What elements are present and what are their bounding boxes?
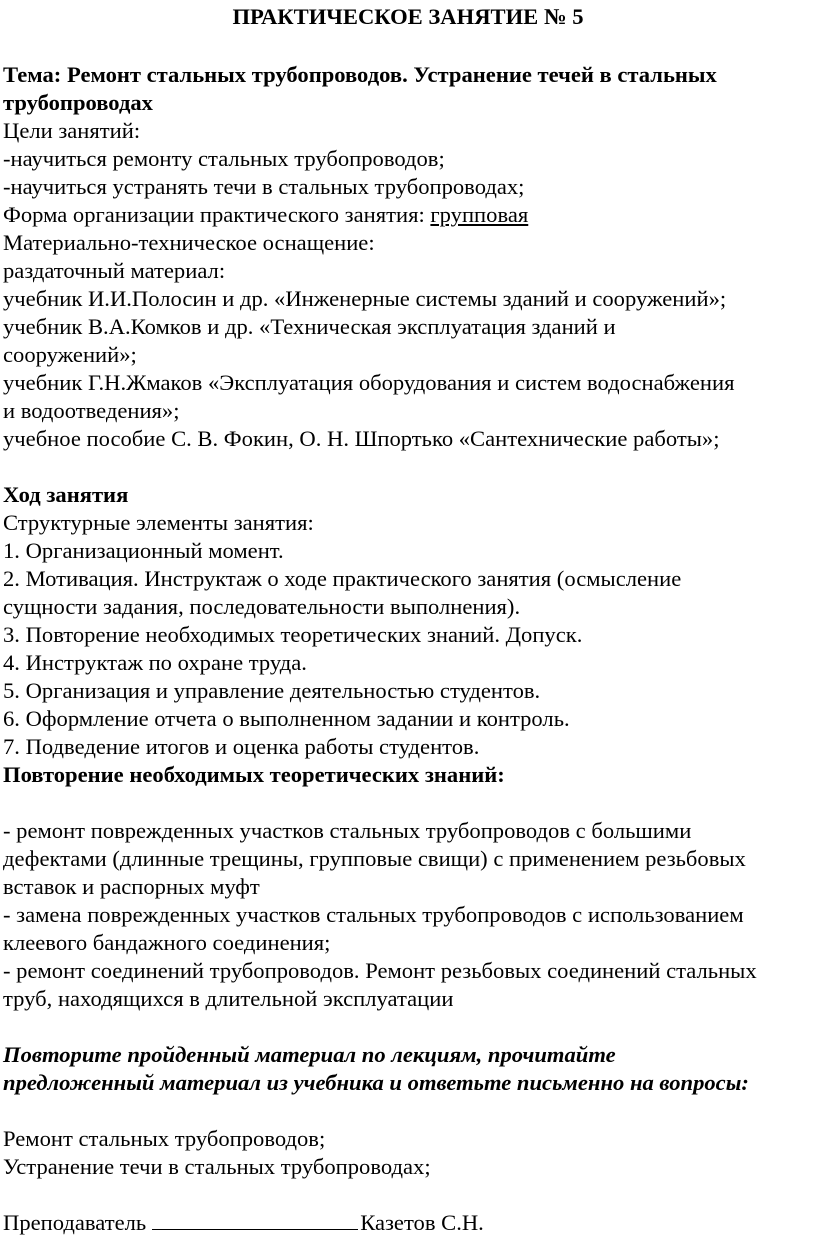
theory-line: - ремонт соединений трубопроводов. Ремонт резьбовых соединений стальных (3, 958, 757, 983)
signature-line (3, 1209, 484, 1237)
textbook-line: учебник Г.Н.Жмаков «Эксплуатация оборудования и систем водоснабжения (3, 370, 735, 395)
form-value: групповая (430, 202, 529, 227)
goal-item: -научиться ремонту стальных трубопроводов; (3, 146, 445, 171)
theory-line: клеевого бандажного соединения; (3, 930, 331, 955)
theory-line: - замена поврежденных участков стальных трубопроводов с использованием (3, 902, 744, 927)
form-line (3, 201, 528, 229)
equipment-subheading: раздаточный материал: (3, 258, 226, 283)
theory-line: вставок и распорных муфт (3, 874, 260, 899)
course-step: 7. Подведение итогов и оценка работы студентов. (3, 734, 480, 759)
equipment-heading: Материально-техническое оснащение: (3, 230, 375, 255)
course-step: 3. Повторение необходимых теоретических знаний. Допуск. (3, 622, 583, 647)
course-step: 2. Мотивация. Инструктаж о ходе практического занятия (осмысление (3, 566, 682, 591)
task-line-1: Повторите пройденный материал по лекциям, прочитайте (3, 1042, 616, 1067)
page-title: ПРАКТИЧЕСКОЕ ЗАНЯТИЕ № 5 (232, 4, 584, 29)
task-line-2: предложенный материал из учебника и ответьте письменно на вопросы: (3, 1070, 749, 1095)
textbook-line: и водоотведения»; (3, 398, 180, 423)
theory-line: - ремонт поврежденных участков стальных трубопроводов с большими (3, 818, 692, 843)
textbook-line: учебное пособие С. В. Фокин, О. Н. Шпортько «Сантехнические работы»; (3, 426, 720, 451)
topic-line-2: трубопроводах (3, 90, 153, 115)
course-step: 4. Инструктаж по охране труда. (3, 650, 307, 675)
signature-blank (152, 1209, 358, 1230)
course-subheading: Структурные элементы занятия: (3, 510, 314, 535)
topic-line-1: Тема: Ремонт стальных трубопроводов. Устранение течей в стальных (3, 62, 717, 87)
textbook-line: учебник И.И.Полосин и др. «Инженерные системы зданий и сооружений»; (3, 286, 727, 311)
course-heading: Ход занятия (3, 482, 129, 507)
form-label: Форма организации практического занятия: (3, 202, 431, 227)
goals-heading: Цели занятий: (3, 118, 141, 143)
course-step: сущности задания, последовательности выполнения). (3, 594, 521, 619)
course-step: 6. Оформление отчета о выполненном задании и контроль. (3, 706, 570, 731)
teacher-name: Казетов С.Н. (360, 1210, 484, 1235)
theory-heading: Повторение необходимых теоретических знаний: (3, 762, 505, 787)
goal-item: -научиться устранять течи в стальных трубопроводах; (3, 174, 525, 199)
theory-line: труб, находящихся в длительной эксплуатации (3, 986, 454, 1011)
course-step: 5. Организация и управление деятельностью студентов. (3, 678, 541, 703)
theory-line: дефектами (длинные трещины, групповые свищи) с применением резьбовых (3, 846, 746, 871)
course-step: 1. Организационный момент. (3, 538, 284, 563)
textbook-line: сооружений»; (3, 342, 137, 367)
question-item: Ремонт стальных трубопроводов; (3, 1126, 326, 1151)
signature-label: Преподаватель (3, 1210, 147, 1235)
question-item: Устранение течи в стальных трубопроводах; (3, 1154, 431, 1179)
textbook-line: учебник В.А.Комков и др. «Техническая эксплуатация зданий и (3, 314, 616, 339)
